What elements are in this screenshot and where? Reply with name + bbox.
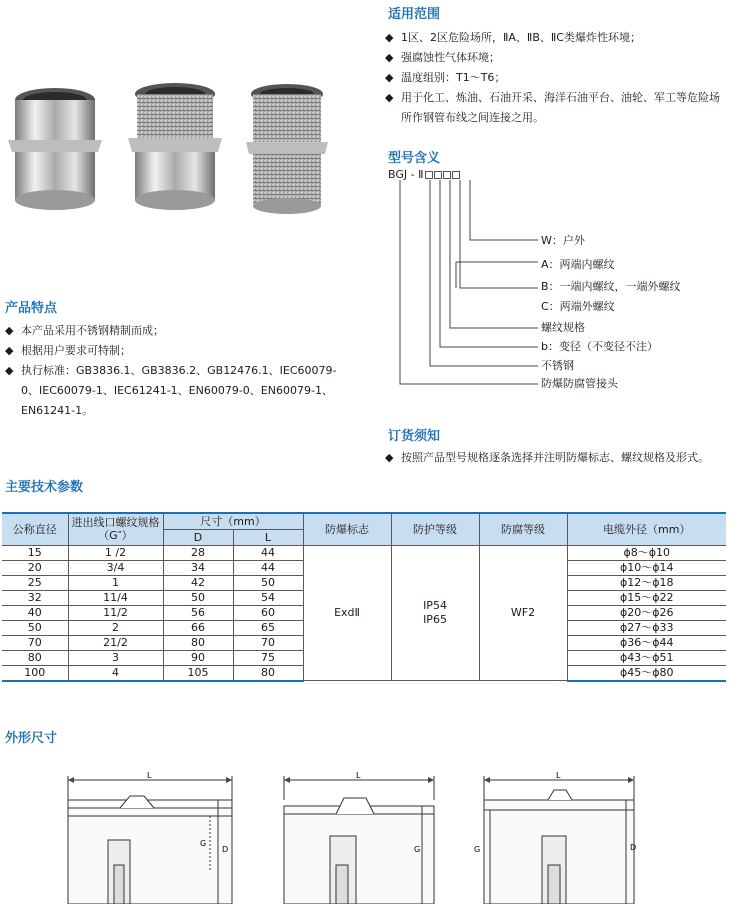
table-row: 100 4 105 80 ϕ45～ϕ80 (2, 665, 726, 681)
dimension-drawing-2 (270, 770, 450, 904)
coupling-photo-1 (8, 88, 102, 210)
model-label-steel: 不锈钢 (541, 359, 574, 372)
header-ip: 防护等级 (391, 513, 479, 545)
header-thread: 进出线口螺纹规格（G″） (68, 513, 163, 545)
ordering-list (385, 448, 730, 468)
ex-cell: ExdⅡ (303, 545, 391, 681)
scope-list (385, 28, 725, 128)
model-label-a: A：两端内螺纹 (541, 258, 615, 271)
model-label-thread: 螺纹规格 (541, 321, 585, 334)
list-item: ◆ 温度组别：T1～T6； (385, 71, 506, 84)
model-label-reducer: b：变径（不变径不注） (541, 340, 658, 353)
model-title: 型号含义 (388, 151, 441, 166)
table-row: 40 11/2 56 60 ϕ20～ϕ26 (2, 605, 726, 620)
dim-d-label: D (630, 843, 637, 852)
model-code: BGJ - Ⅱ (388, 168, 460, 181)
table-row: 70 21/2 80 70 ϕ36～ϕ44 (2, 635, 726, 650)
table-row: 20 3/4 34 44 ϕ10～ϕ14 (2, 560, 726, 575)
dimension-drawing-1 (60, 770, 240, 904)
model-label-c: C：两端外螺纹 (541, 300, 615, 313)
dims-title: 外形尺寸 (5, 731, 58, 746)
header-nominal: 公称直径 (2, 513, 68, 545)
header-l: L (233, 529, 303, 545)
dim-l-label: L (147, 771, 152, 780)
list-item: ◆ 本产品采用不锈钢精制而成； (5, 324, 164, 337)
dim-l-label: L (356, 771, 361, 780)
header-cable: 电缆外径（mm） (567, 513, 726, 545)
corr-cell: WF2 (479, 545, 567, 681)
product-photos (0, 80, 345, 220)
model-label-b: B：一端内螺纹，一端外螺纹 (541, 280, 681, 293)
dim-d-label: D (222, 845, 229, 854)
header-d: D (163, 529, 233, 545)
features-list (5, 321, 350, 421)
specs-title: 主要技术参数 (5, 480, 84, 495)
model-label-w: W：户外 (541, 234, 585, 247)
list-item: ◆ 强腐蚀性气体环境； (385, 51, 500, 64)
table-row: 15 1 /2 28 44 ExdⅡ IP54 IP65 WF2 ϕ8～ϕ10 (2, 545, 726, 560)
list-item: ◆ 用于化工、炼油、石油开采、海洋石油平台、油轮、军工等危险场所作钢管布线之间连接之用。 (385, 91, 720, 124)
list-item: ◆ 1区、2区危险场所，ⅡA、ⅡB、ⅡC类爆炸性环境； (385, 31, 641, 44)
specs-table (2, 512, 726, 682)
table-row: 32 11/4 50 54 ϕ15～ϕ22 (2, 590, 726, 605)
model-code-diagram (388, 180, 548, 390)
coupling-photo-3 (246, 84, 328, 214)
list-item: ◆ 根据用户要求可特制； (5, 344, 131, 357)
features-title: 产品特点 (5, 301, 58, 316)
dim-g-label: G (474, 845, 481, 854)
model-label-product: 防爆防腐管接头 (541, 377, 618, 390)
scope-title: 适用范围 (388, 7, 441, 22)
header-ex: 防爆标志 (303, 513, 391, 545)
coupling-photo-2 (128, 83, 222, 210)
dim-g-label: G (414, 845, 421, 854)
dim-g-label: G (200, 839, 207, 848)
header-size: 尺寸（mm） (163, 513, 303, 529)
dim-l-label: L (556, 771, 561, 780)
ordering-title: 订货须知 (388, 429, 441, 444)
header-corr: 防腐等级 (479, 513, 567, 545)
table-row: 80 3 90 75 ϕ43～ϕ51 (2, 650, 726, 665)
ip-cell: IP54 IP65 (391, 545, 479, 681)
dimension-drawing-3 (470, 770, 650, 904)
table-row: 50 2 66 65 ϕ27～ϕ33 (2, 620, 726, 635)
list-item: ◆ 执行标准：GB3836.1、GB3836.2、GB12476.1、IEC60079-0、IEC60079-1、IEC61241-1、EN60079-0、EN60079-1、EN61241-1。 (5, 364, 337, 417)
list-item: ◆ 按照产品型号规格逐条选择并注明防爆标志、螺纹规格及形式。 (385, 451, 709, 464)
table-row: 25 1 42 50 ϕ12～ϕ18 (2, 575, 726, 590)
